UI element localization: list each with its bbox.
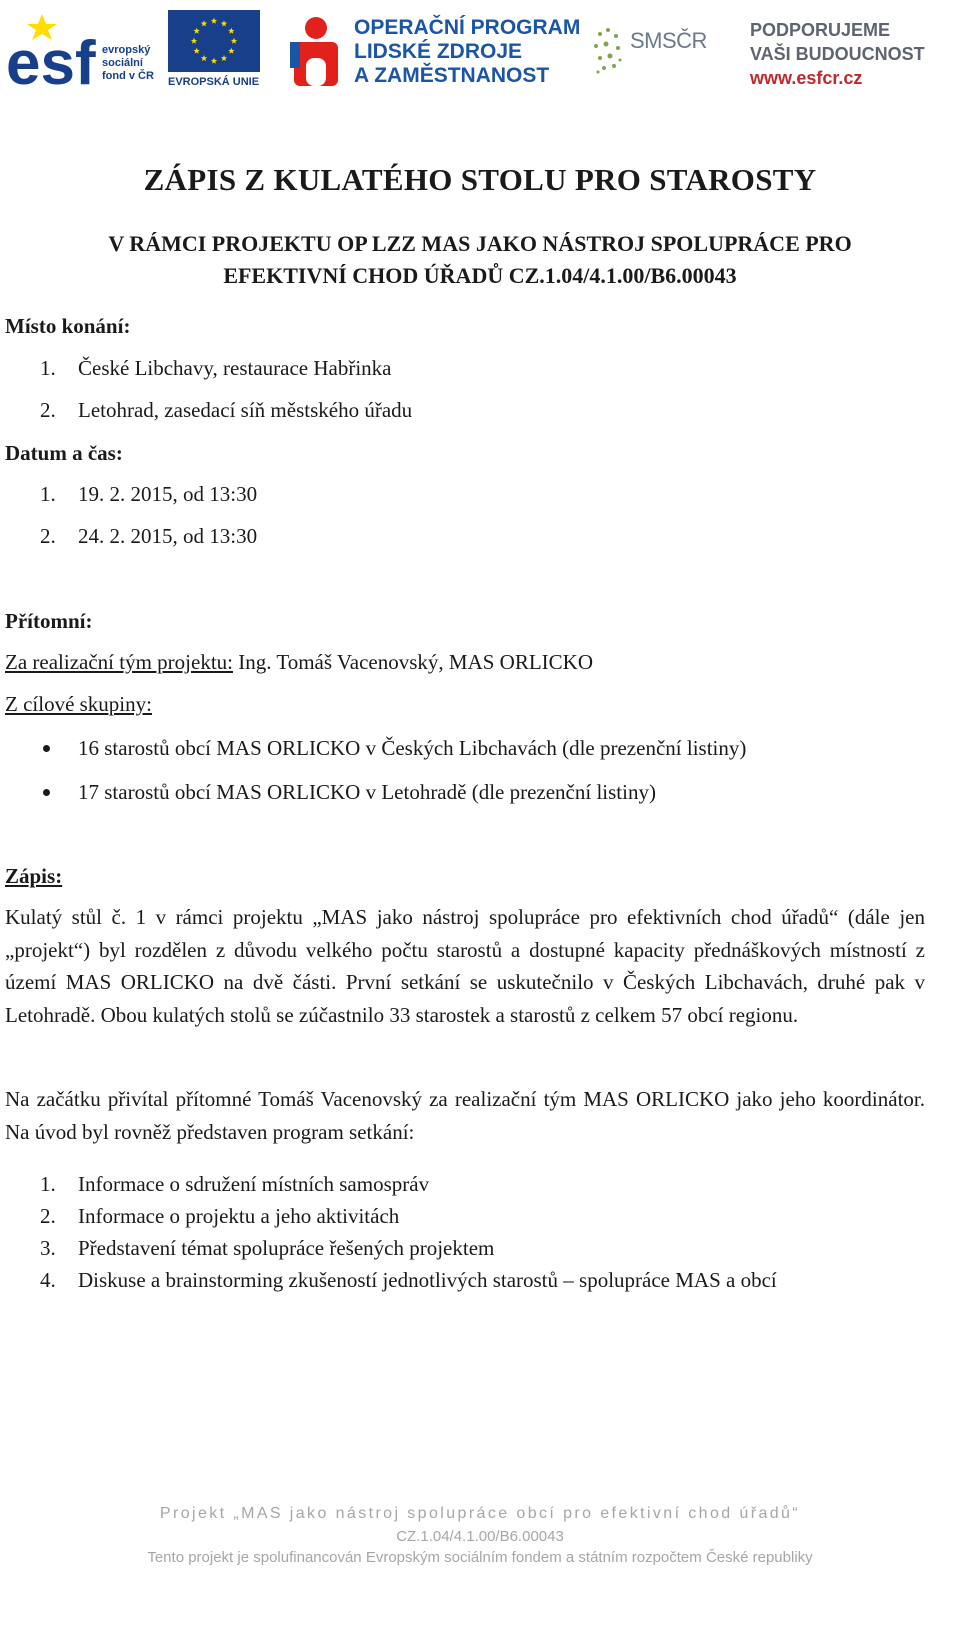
smscr-text: SMSČR	[630, 28, 707, 53]
team-value: Ing. Tomáš Vacenovský, MAS ORLICKO	[233, 650, 593, 674]
esf-logo	[6, 8, 158, 92]
venue-item-2-number: 2.	[40, 398, 56, 422]
datetime-item-1-number: 1.	[40, 482, 56, 506]
team-line	[5, 649, 593, 675]
footer-project-name: Projekt „MAS jako nástroj spolupráce obcí pro efektivní chod úřadů“	[159, 1505, 801, 1522]
agenda-item-4-number: 4.	[40, 1268, 56, 1292]
venue-item-1: České Libchavy, restaurace Habřinka	[78, 356, 392, 380]
logo-bar	[0, 0, 960, 100]
esf-logo-mark	[6, 10, 98, 90]
op-lzz-mark-icon	[290, 14, 342, 90]
footer-funding-note: Tento projekt je spolufinancován Evropským sociálním fondem a státním rozpočtem České republiky	[147, 1549, 813, 1566]
op-lzz-text	[354, 16, 580, 88]
esf-logo-text	[102, 44, 154, 83]
podporujeme-line-1: PODPORUJEME	[750, 20, 891, 40]
esf-text-line-3: fond v ČR	[102, 70, 154, 82]
smscr-logo	[590, 22, 720, 82]
target-group-label: Z cílové skupiny:	[5, 692, 152, 716]
minutes-label: Zápis:	[5, 864, 63, 888]
agenda-item-1: Informace o sdružení místních samospráv	[78, 1172, 430, 1196]
agenda-item-3-number: 3.	[40, 1236, 56, 1260]
target-group-item-2: 17 starostů obcí MAS ORLICKO v Letohradě (dle prezenční listiny)	[78, 780, 656, 804]
esf-text-line-2: sociální	[102, 57, 143, 69]
bullet-icon	[43, 745, 50, 752]
op-text-line-2: LIDSKÉ ZDROJE	[354, 40, 523, 63]
op-text-line-3: A ZAMĚSTNANOST	[354, 64, 550, 87]
document-title: ZÁPIS Z KULATÉHO STOLU PRO STAROSTY	[143, 162, 817, 197]
agenda-item-4: Diskuse a brainstorming zkušeností jednotlivých starostů – spolupráce MAS a obcí	[78, 1268, 777, 1292]
document-subtitle	[40, 228, 920, 292]
eu-logo-text: EVROPSKÁ UNIE	[168, 76, 260, 88]
footer-project-code: CZ.1.04/4.1.00/B6.00043	[396, 1528, 564, 1545]
subtitle-line-2: EFEKTIVNÍ CHOD ÚŘADŮ CZ.1.04/4.1.00/B6.00043	[223, 263, 737, 288]
datetime-item-2-number: 2.	[40, 524, 56, 548]
podporujeme-logo	[750, 18, 925, 90]
eu-logo	[168, 8, 264, 92]
svg-text:esf: esf	[6, 29, 96, 90]
present-label: Přítomní:	[5, 609, 93, 633]
op-lzz-logo	[290, 8, 581, 92]
op-text-line-1: OPERAČNÍ PROGRAM	[354, 16, 581, 39]
venue-item-1-number: 1.	[40, 356, 56, 380]
datetime-label: Datum a čas:	[5, 441, 123, 465]
agenda-item-2-number: 2.	[40, 1204, 56, 1228]
esfcr-url: www.esfcr.cz	[750, 68, 863, 88]
datetime-item-1: 19. 2. 2015, od 13:30	[78, 482, 258, 506]
podporujeme-line-2: VAŠI BUDOUCNOST	[750, 44, 925, 64]
smscr-dots-icon	[590, 22, 634, 82]
agenda-item-3: Představení témat spolupráce řešených projektem	[78, 1236, 495, 1260]
minutes-paragraph-2: Na začátku přivítal přítomné Tomáš Vacenovský za realizační tým MAS ORLICKO jako jeho koordinátor. Na úvod byl rovněž představen program setkání:	[5, 1087, 925, 1144]
esf-text-line-1: evropský	[102, 44, 151, 56]
bullet-icon	[43, 789, 50, 796]
agenda-item-2: Informace o projektu a jeho aktivitách	[78, 1204, 400, 1228]
venue-label: Místo konání:	[5, 314, 131, 338]
minutes-paragraph-1: Kulatý stůl č. 1 v rámci projektu „MAS jako nástroj spolupráce pro efektivních chod úřadů“ (dále jen „projekt“) byl rozdělen z důvodu velkého počtu starostů a dostupné kapacity přednáškových místností z území MAS ORLICKO na dvě části. První setkání se uskutečnilo v Českých Libchavách, druhé pak v Letohradě. Obou kulatých stolů se zúčastnilo 33 starostek a starostů z celkem 57 obcí regionu.	[5, 905, 925, 1027]
eu-flag-icon	[168, 10, 260, 72]
datetime-item-2: 24. 2. 2015, od 13:30	[78, 524, 258, 548]
agenda-item-1-number: 1.	[40, 1172, 56, 1196]
team-label: Za realizační tým projektu:	[5, 650, 233, 674]
target-group-item-1: 16 starostů obcí MAS ORLICKO v Českých Libchavách (dle prezenční listiny)	[78, 736, 747, 760]
venue-item-2: Letohrad, zasedací síň městského úřadu	[78, 398, 413, 422]
subtitle-line-1: V RÁMCI PROJEKTU OP LZZ MAS JAKO NÁSTROJ SPOLUPRÁCE PRO	[108, 231, 852, 256]
